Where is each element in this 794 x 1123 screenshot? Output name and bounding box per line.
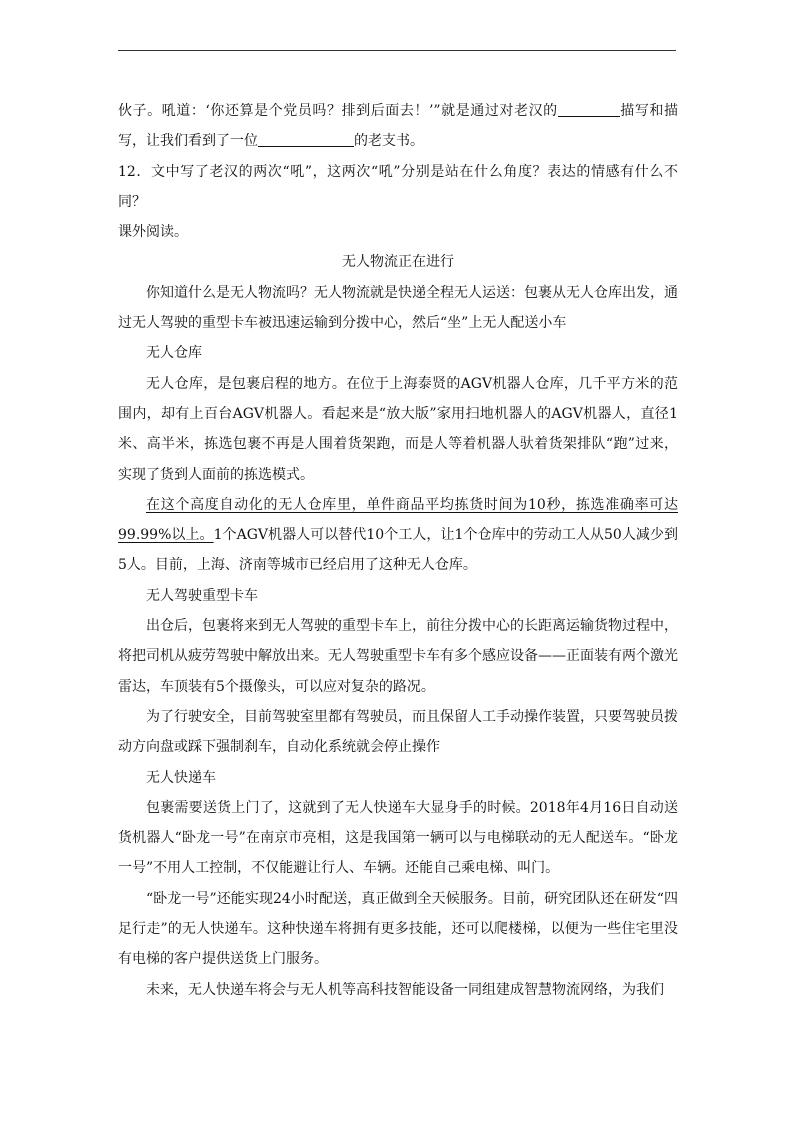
document-body — [118, 96, 678, 1005]
paragraph-delivery-1: 包裹需要送货上门了，这就到了无人快递车大显身手的时候。2018年4月16日自动送货机器人“卧龙一号”在南京市亮相，这是我国第一辆可以与电梯联动的无人配送车。“卧龙一号”不用人工控制，不仅能避让行人、车辆。还能自己乘电梯、叫门。 — [118, 799, 678, 877]
paragraph-delivery-2: “卧龙一号”还能实现24小时配送，真正做到全天候服务。目前，研究团队还在研发“四足行走”的无人快递车。这种快递车将拥有更多技能，还可以爬楼梯，以便为一些住宅里没有电梯的客户提供送货上门服务。 — [118, 890, 678, 968]
header-rule — [118, 50, 676, 51]
answer-blank-1[interactable] — [558, 100, 620, 117]
question-11-text: 伙子。吼道：‘你还算是个党员吗？排到后面去！’”就是通过对老汉的 描写和描写，让我们看到了一位 的老支书。 — [118, 96, 678, 157]
paragraph-warehouse-2: 在这个高度自动化的无人仓库里，单件商品平均拣货时间为10秒，拣选准确率可达99.99%以上。1个AGV机器人可以替代10个工人，让1个仓库中的劳动工人从50人减少到5人。目前，上海、济南等城市已经启用了这种无人仓库。 — [118, 496, 678, 574]
paragraph-truck-1: 出仓后，包裹将来到无人驾驶的重型卡车上，前往分拨中心的长距离运输货物过程中，将把司机从疲劳驾驶中解放出来。无人驾驶重型卡车有多个感应设备——正面装有两个激光雷达，车顶装有5个摄像头，可以应对复杂的路况。 — [118, 618, 678, 695]
section-label: 课外阅读。 — [118, 224, 188, 241]
subheading-delivery-vehicle: 无人快递车 — [146, 769, 216, 786]
answer-blank-2[interactable] — [258, 130, 354, 147]
subheading-warehouse: 无人仓库 — [146, 345, 202, 362]
underlined-sentence: 在这个高度自动化的无人仓库里，单件商品平均拣货时间为10秒，拣选准确率可达99.99%以上。 — [118, 496, 678, 544]
subheading-truck: 无人驾驶重型卡车 — [146, 587, 258, 604]
question-11-line2-full — [424, 126, 425, 127]
paragraph-truck-2: 为了行驶安全，目前驾驶室里都有驾驶员，而且保留人工手动操作装置，只要驾驶员拨动方向盘或踩下强制刹车，自动化系统就会停止操作 — [118, 708, 678, 756]
paragraph-delivery-3: 未来，无人快递车将会与无人机等高科技智能设备一同组建成智慧物流网络，为我们 — [146, 981, 664, 998]
article-title: 无人物流正在进行 — [342, 254, 454, 271]
paragraph-warehouse-1: 无人仓库，是包裹启程的地方。在位于上海泰贤的AGV机器人仓库，几千平方米的范围内，却有上百台AGV机器人。看起来是“放大版”家用扫地机器人的AGV机器人，直径1米、高半米，拣选包裹不再是人围着货架跑，而是人等着机器人驮着货架排队“跑”过来，实现了货到人面前的拣选模式。 — [118, 375, 678, 483]
question-12: 12．文中写了老汉的两次“吼”，这两次“吼”分别是站在什么角度？表达的情感有什么不同？ — [118, 163, 678, 210]
article-intro: 你知道什么是无人物流吗？无人物流就是快递全程无人运送：包裹从无人仓库出发，通过无人驾驶的重型卡车被迅速运输到分拨中心，然后“坐”上无人配送小车 — [118, 284, 678, 332]
